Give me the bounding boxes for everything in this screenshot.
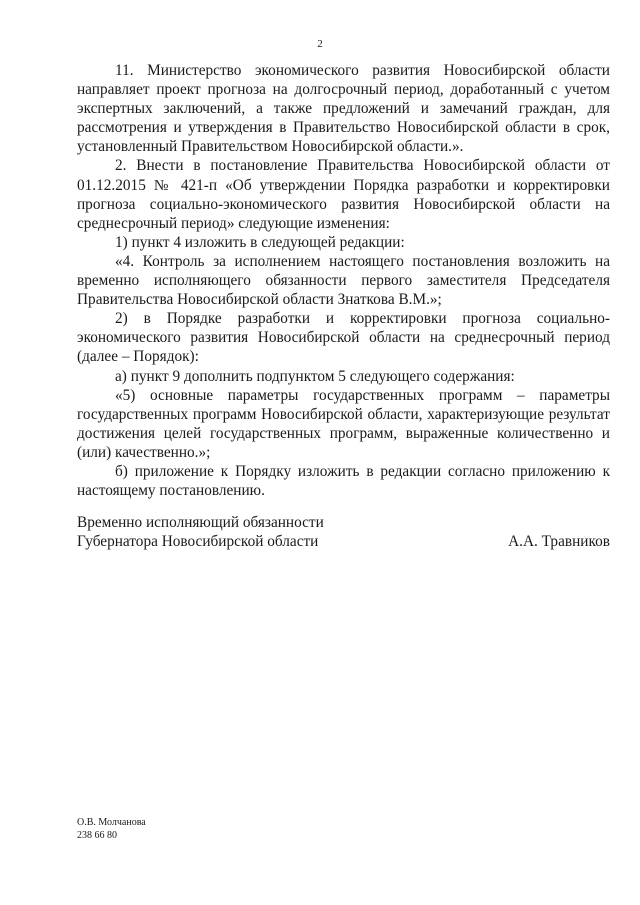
paragraph: «5) основные параметры государственных программ – параметры государственных программ Новосибирской области, характеризующие результат достижения целей государственных программ, выраженные количественно и (или) качественно.»; bbox=[77, 386, 610, 461]
paragraph: б) приложение к Порядку изложить в редакции согласно приложению к настоящему постановлению. bbox=[77, 462, 610, 500]
paragraph: а) пункт 9 дополнить подпунктом 5 следующего содержания: bbox=[115, 367, 515, 385]
author-name: О.В. Молчанова bbox=[77, 817, 146, 828]
paragraph: «4. Контроль за исполнением настоящего постановления возложить на временно исполняющего обязанности первого заместителя Председателя Правительства Новосибирской области Знаткова В.М.»; bbox=[77, 252, 610, 309]
paragraph: 11. Министерство экономического развития Новосибирской области направляет проект прогноза на долгосрочный период, доработанный с учетом экспертных заключений, а также предложений и замечаний граждан, для рассмотрения и утверждения в Правительство Новосибирской области в срок, установленный Правительством Новосибирской области.». bbox=[77, 62, 610, 156]
paragraph: 2) в Порядке разработки и корректировки прогноза социально-экономического развития Новосибирской области на среднесрочный период (далее – Порядок): bbox=[77, 310, 610, 366]
paragraph: 2. Внести в постановление Правительства Новосибирской области от 01.12.2015 № 421-п «Об утверждении Порядка разработки и корректировки прогноза социально-экономического развития Новосибирской области на среднесрочный период» следующие изменения: bbox=[77, 157, 610, 232]
paragraph: 1) пункт 4 изложить в следующей редакции: bbox=[115, 233, 405, 251]
page-number: 2 bbox=[317, 38, 323, 50]
signatory-name: А.А. Травников bbox=[508, 533, 610, 550]
signature-block bbox=[77, 513, 610, 551]
signatory-position-line1: Временно исполняющий обязанности bbox=[77, 514, 324, 531]
document-body bbox=[77, 61, 610, 500]
footer-contact bbox=[77, 816, 146, 842]
author-phone: 238 66 80 bbox=[77, 830, 117, 841]
signatory-position-line2: Губернатора Новосибирской области bbox=[77, 533, 319, 550]
